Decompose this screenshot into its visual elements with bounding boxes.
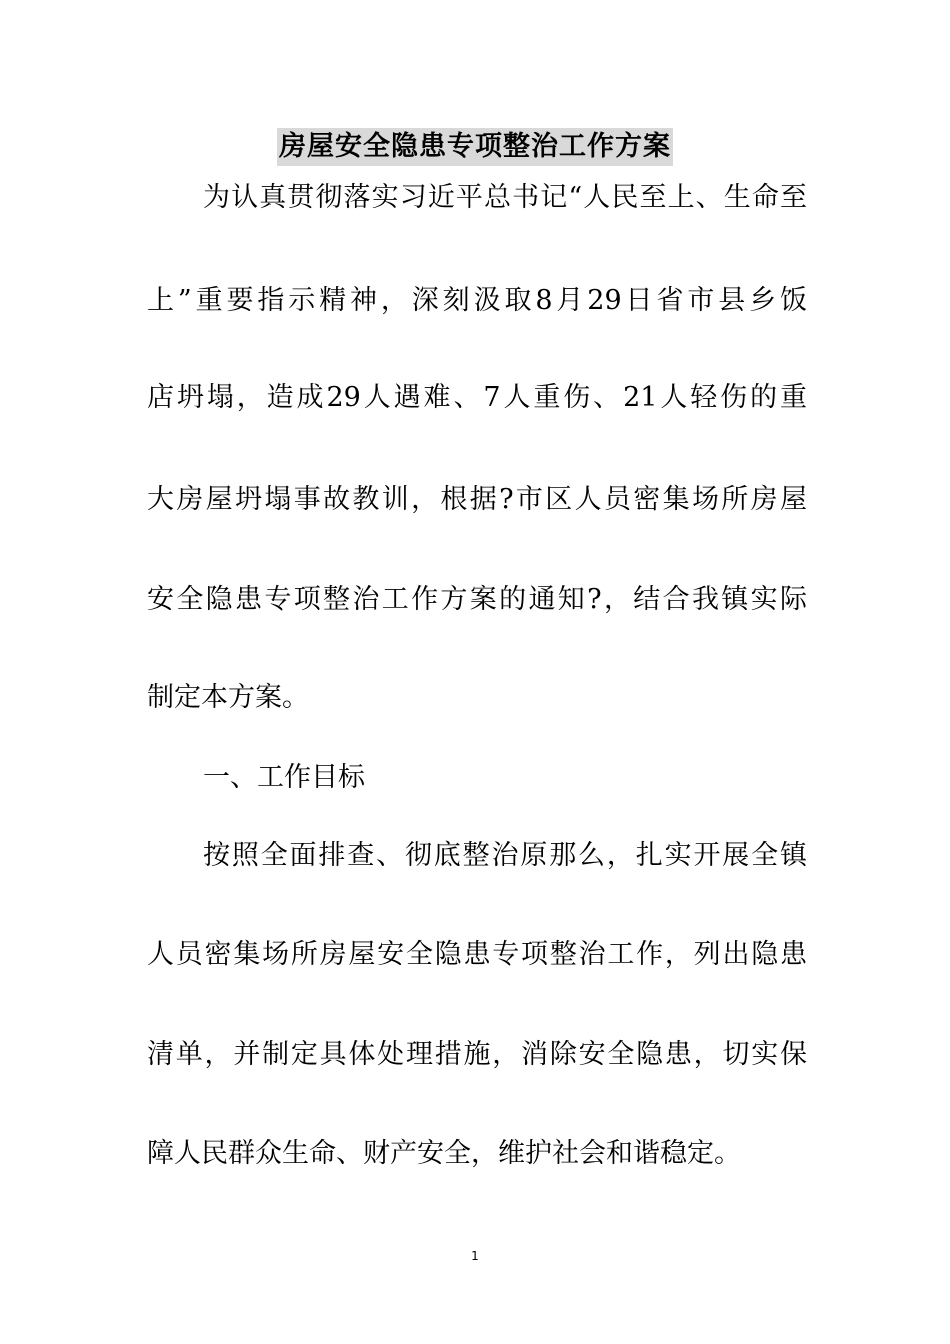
section-heading: 一、工作目标 bbox=[203, 762, 365, 793]
paragraph-line: 制定本方案。 bbox=[147, 682, 309, 713]
paragraph-line: 为认真贯彻落实习近平总书记“人民至上、生命至 bbox=[203, 182, 807, 213]
document-title: 房屋安全隐患专项整治工作方案 bbox=[277, 128, 673, 166]
paragraph-line: 大房屋坍塌事故教训，根据?市区人员密集场所房屋 bbox=[147, 484, 807, 515]
paragraph-line: 上”重要指示精神，深刻汲取8月29日省市县乡饭 bbox=[147, 285, 807, 316]
page-number: 1 bbox=[471, 1249, 479, 1263]
paragraph-line: 清单，并制定具体处理措施，消除安全隐患，切实保 bbox=[147, 1039, 807, 1070]
paragraph-line: 障人民群众生命、财产安全，维护社会和谐稳定。 bbox=[147, 1138, 741, 1169]
paragraph-line: 按照全面排查、彻底整治原那么，扎实开展全镇 bbox=[203, 840, 807, 871]
paragraph-line: 人员密集场所房屋安全隐患专项整治工作，列出隐患 bbox=[147, 939, 807, 970]
document-title-wrap bbox=[0, 128, 950, 168]
paragraph-line: 安全隐患专项整治工作方案的通知?，结合我镇实际 bbox=[147, 584, 807, 615]
paragraph-line: 店坍塌，造成29人遇难、7人重伤、21人轻伤的重 bbox=[147, 382, 807, 413]
